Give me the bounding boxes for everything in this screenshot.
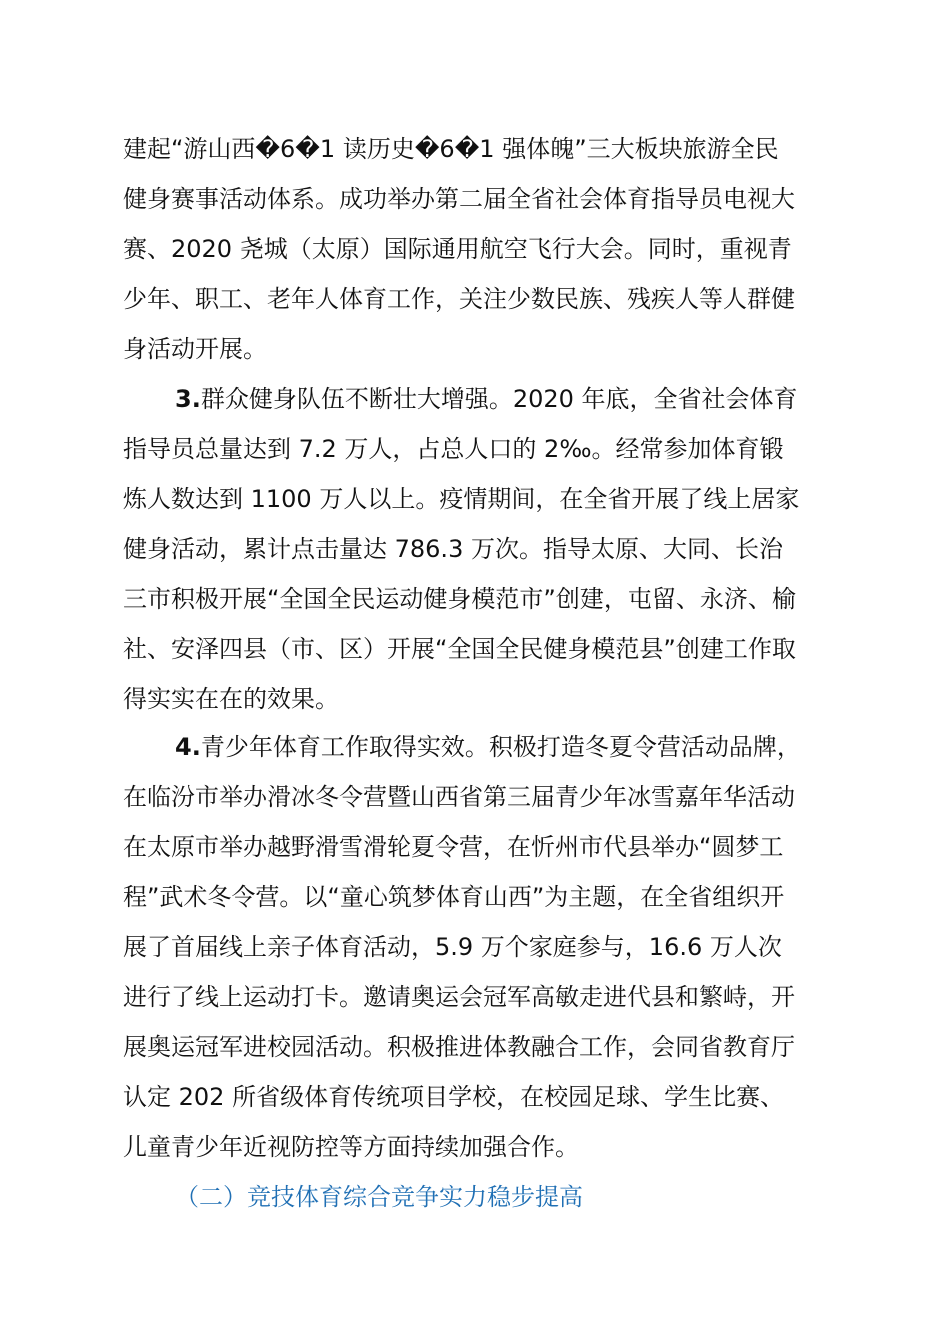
text-line: 在太原市举办越野滑雪滑轮夏令营，在忻州市代县举办“圆梦工 bbox=[123, 833, 784, 861]
text-line: 三市积极开展“全国全民运动健身模范市”创建，屯留、永济、榆 bbox=[123, 585, 796, 613]
item-number: 4. bbox=[175, 733, 201, 761]
text-line: 少年、职工、老年人体育工作，关注少数民族、残疾人等人群健 bbox=[123, 285, 795, 313]
text-line: 得实实在在的效果。 bbox=[123, 685, 339, 713]
text-line: 展了首届线上亲子体育活动，5.9 万个家庭参与，16.6 万人次 bbox=[123, 933, 782, 961]
text-line: 健身赛事活动体系。成功举办第二届全省社会体育指导员电视大 bbox=[123, 185, 795, 213]
text-line: 指导员总量达到 7.2 万人，占总人口的 2‰。经常参加体育锻 bbox=[123, 435, 784, 463]
text-line: 展奥运冠军进校园活动。积极推进体教融合工作，会同省教育厅 bbox=[123, 1033, 795, 1061]
text-line: 儿童青少年近视防控等方面持续加强合作。 bbox=[123, 1133, 579, 1161]
text-line: 赛、2020 尧城（太原）国际通用航空飞行大会。同时，重视青 bbox=[123, 235, 792, 263]
text-line: 健身活动，累计点击量达 786.3 万次。指导太原、大同、长治 bbox=[123, 535, 783, 563]
text-line: 建起“游山西�6�1 读历史�6�1 强体魄”三大板块旅游全民 bbox=[123, 135, 779, 163]
text-line: 身活动开展。 bbox=[123, 335, 267, 363]
item-number: 3. bbox=[175, 385, 201, 413]
paragraph-first-line bbox=[123, 374, 843, 424]
paragraph-2 bbox=[123, 374, 843, 724]
text-line: 认定 202 所省级体育传统项目学校，在校园足球、学生比赛、 bbox=[123, 1083, 785, 1111]
paragraph-1 bbox=[123, 124, 843, 374]
paragraph-first-line bbox=[123, 722, 843, 772]
text-line: 进行了线上运动打卡。邀请奥运会冠军高敏走进代县和繁峙，开 bbox=[123, 983, 795, 1011]
text-line: 程”武术冬令营。以“童心筑梦体育山西”为主题，在全省组织开 bbox=[123, 883, 785, 911]
item-title-text: 群众健身队伍不断壮大增强。2020 年底，全省社会体育 bbox=[200, 385, 798, 413]
paragraph-3 bbox=[123, 722, 843, 1172]
text-line: 在临汾市举办滑冰冬令营暨山西省第三届青少年冰雪嘉年华活动 bbox=[123, 783, 795, 811]
item-title-text: 青少年体育工作取得实效。积极打造冬夏令营活动品牌， bbox=[200, 733, 801, 761]
section-heading: （二）竞技体育综合竞争实力稳步提高 bbox=[175, 1183, 583, 1211]
text-line: 社、安泽四县（市、区）开展“全国全民健身模范县”创建工作取 bbox=[123, 635, 796, 663]
text-line: 炼人数达到 1100 万人以上。疫情期间，在全省开展了线上居家 bbox=[123, 485, 800, 513]
